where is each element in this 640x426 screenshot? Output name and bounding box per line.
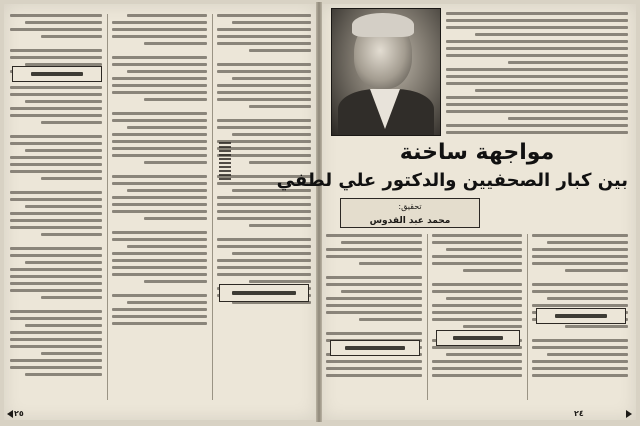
right-page-column-1 <box>326 234 422 400</box>
left-page-number: ٢٥ <box>14 409 24 418</box>
article-headline-line-2: بين كبار الصحفيين والدكتور علي لطفي <box>276 170 628 191</box>
right-page-arrow-icon <box>626 410 632 418</box>
left-page-column-1-lower <box>10 86 102 396</box>
right-page-column-rule-1 <box>427 234 428 400</box>
left-page-arrow-icon <box>7 410 13 418</box>
right-page-number: ٢٤ <box>574 409 584 418</box>
right-page-subhead-box-3 <box>536 308 626 324</box>
article-byline <box>340 198 480 228</box>
right-page-subhead-box-1 <box>330 340 420 356</box>
left-page-subhead-box <box>12 66 102 82</box>
page-gutter <box>316 2 322 422</box>
right-page-subhead-box-2 <box>436 330 520 346</box>
left-page-column-rule-1 <box>107 14 108 400</box>
byline-author: محمد عبد القدوس <box>369 216 451 226</box>
right-page-column-rule-2 <box>527 234 528 400</box>
right-page-intro-column <box>446 12 628 136</box>
right-page-column-2 <box>432 234 522 400</box>
left-page-subhead-box-2 <box>219 284 309 302</box>
left-page-column-rule-2 <box>212 14 213 400</box>
article-headline-line-1: مواجهة ساخنة <box>399 140 555 165</box>
left-page-decorative-hatch <box>219 140 231 180</box>
byline-prefix: تحقيق: <box>398 202 422 211</box>
left-page-column-3 <box>217 14 311 400</box>
portrait-photo <box>331 8 441 136</box>
left-page-column-2 <box>112 14 207 400</box>
